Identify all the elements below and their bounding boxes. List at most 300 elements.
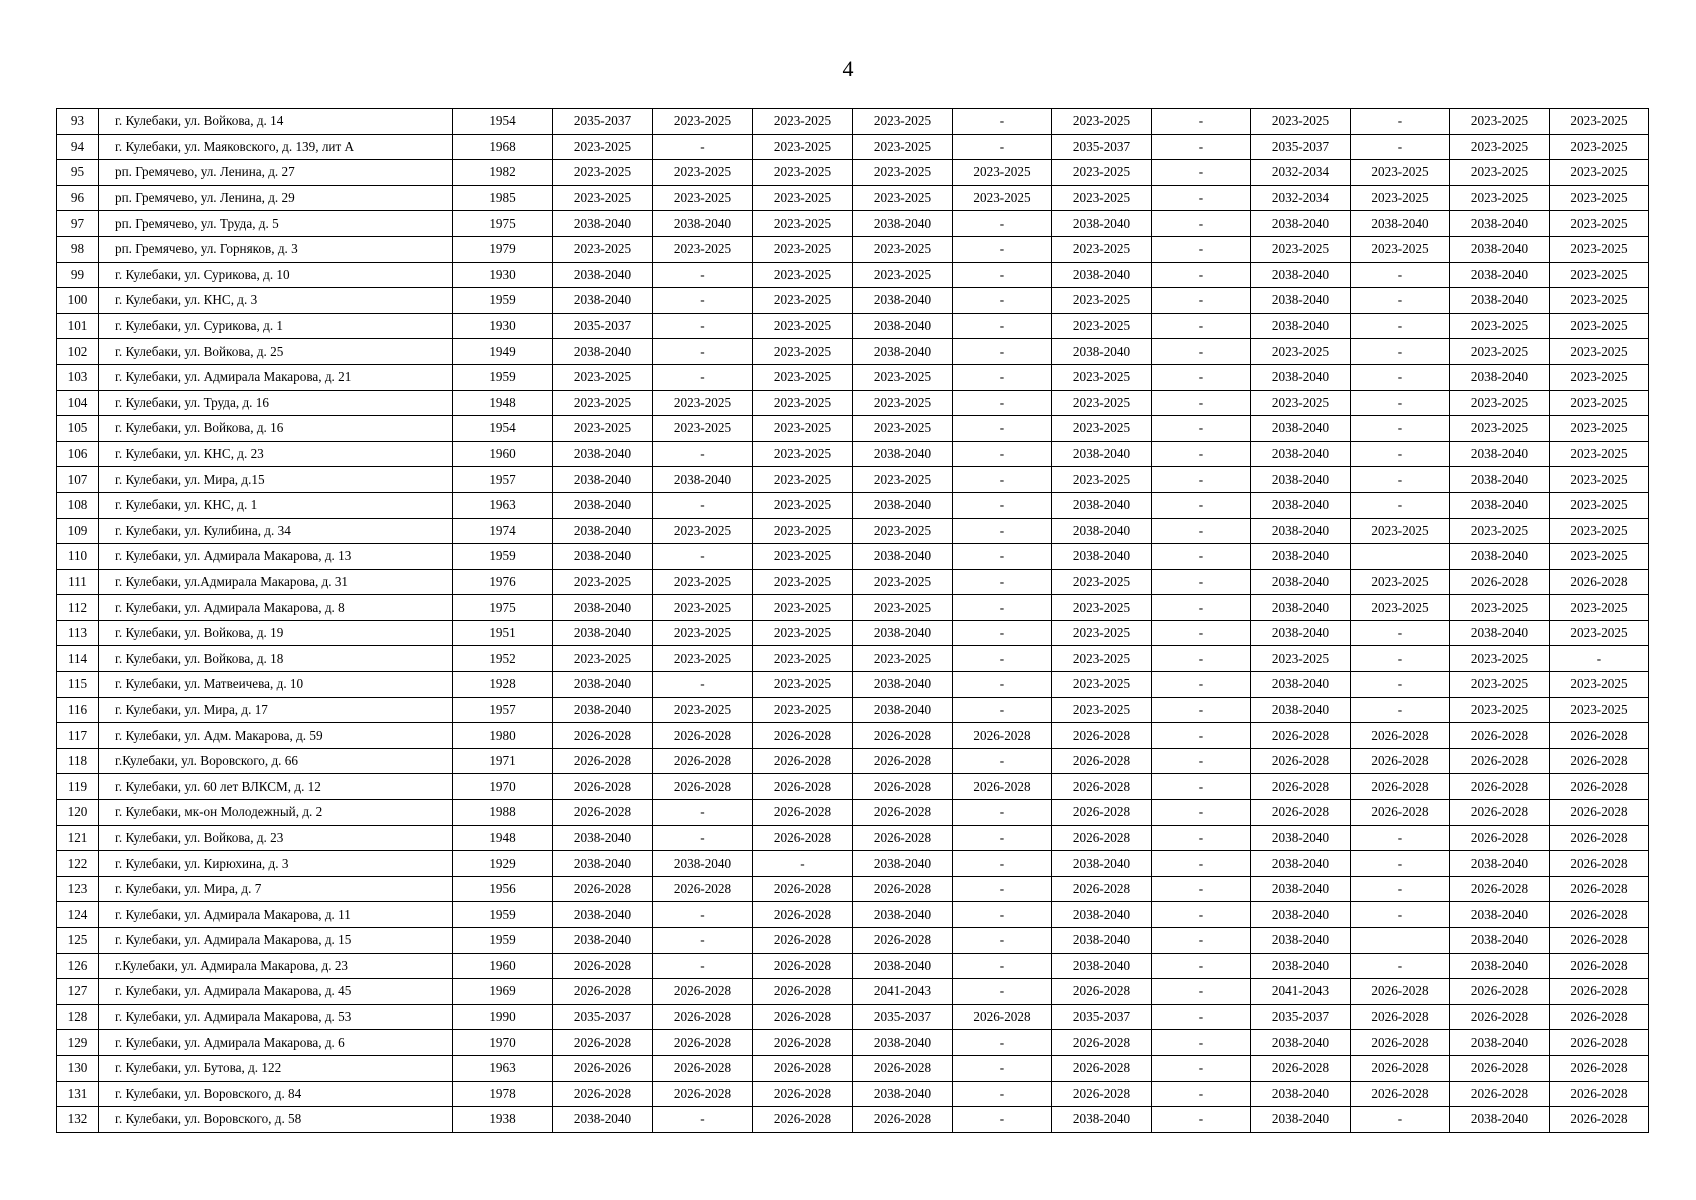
work-period-cell: 2026-2028 — [1450, 1004, 1550, 1030]
work-period-cell: 2023-2025 — [753, 313, 853, 339]
work-period-cell: - — [1351, 672, 1450, 698]
work-period-cell: 2026-2028 — [1052, 748, 1152, 774]
work-period-cell: - — [953, 1030, 1052, 1056]
work-period-cell: 2038-2040 — [853, 313, 953, 339]
work-period-cell: 2023-2025 — [753, 288, 853, 314]
work-period-cell: 2023-2025 — [1550, 313, 1649, 339]
work-period-cell: - — [653, 313, 753, 339]
work-period-cell: 2023-2025 — [953, 160, 1052, 186]
work-period-cell: 2023-2025 — [653, 185, 753, 211]
work-period-cell: - — [1152, 646, 1251, 672]
row-number-cell: 107 — [57, 467, 99, 493]
year-built-cell: 1974 — [453, 518, 553, 544]
work-period-cell: 2023-2025 — [1550, 518, 1649, 544]
table-row — [57, 697, 1649, 723]
table-row — [57, 518, 1649, 544]
work-period-cell: - — [1152, 390, 1251, 416]
work-period-cell: 2026-2028 — [653, 1030, 753, 1056]
work-period-cell: 2038-2040 — [1251, 825, 1351, 851]
work-period-cell: 2038-2040 — [1251, 569, 1351, 595]
work-period-cell: 2023-2025 — [1550, 288, 1649, 314]
year-built-cell: 1978 — [453, 1081, 553, 1107]
work-period-cell: 2026-2028 — [1351, 1004, 1450, 1030]
table-row — [57, 1107, 1649, 1133]
work-period-cell: - — [953, 441, 1052, 467]
work-period-cell: 2026-2028 — [1052, 774, 1152, 800]
work-period-cell: - — [953, 646, 1052, 672]
address-cell: рп. Гремячево, ул. Труда, д. 5 — [99, 211, 453, 237]
work-period-cell: - — [1152, 876, 1251, 902]
work-period-cell: - — [953, 288, 1052, 314]
work-period-cell: - — [653, 441, 753, 467]
table-row — [57, 1055, 1649, 1081]
work-period-cell: 2026-2028 — [1550, 774, 1649, 800]
work-period-cell: 2023-2025 — [953, 185, 1052, 211]
work-period-cell: 2026-2028 — [953, 723, 1052, 749]
work-period-cell: 2023-2025 — [1550, 134, 1649, 160]
work-period-cell: 2023-2025 — [553, 236, 653, 262]
work-period-cell: 2023-2025 — [753, 339, 853, 365]
work-period-cell: 2023-2025 — [553, 416, 653, 442]
row-number-cell: 108 — [57, 492, 99, 518]
work-period-cell: 2038-2040 — [1251, 928, 1351, 954]
work-period-cell: 2023-2025 — [853, 160, 953, 186]
year-built-cell: 1956 — [453, 876, 553, 902]
table-row — [57, 928, 1649, 954]
row-number-cell: 109 — [57, 518, 99, 544]
work-period-cell: 2038-2040 — [1450, 211, 1550, 237]
work-period-cell: 2023-2025 — [653, 109, 753, 135]
work-period-cell: 2038-2040 — [853, 697, 953, 723]
work-period-cell: 2038-2040 — [1450, 620, 1550, 646]
work-period-cell: 2026-2028 — [853, 723, 953, 749]
work-period-cell: 2023-2025 — [1351, 160, 1450, 186]
work-period-cell: - — [1152, 1055, 1251, 1081]
work-period-cell: 2023-2025 — [1052, 697, 1152, 723]
year-built-cell: 1982 — [453, 160, 553, 186]
work-period-cell: 2026-2028 — [653, 748, 753, 774]
table-body — [57, 109, 1649, 1133]
work-period-cell: 2038-2040 — [1450, 953, 1550, 979]
work-period-cell: - — [1351, 262, 1450, 288]
work-period-cell: 2035-2037 — [553, 109, 653, 135]
work-period-cell: 2023-2025 — [1251, 646, 1351, 672]
row-number-cell: 98 — [57, 236, 99, 262]
work-period-cell: - — [953, 876, 1052, 902]
work-period-cell: - — [1351, 825, 1450, 851]
row-number-cell: 119 — [57, 774, 99, 800]
work-period-cell: 2026-2028 — [1550, 876, 1649, 902]
year-built-cell: 1928 — [453, 672, 553, 698]
work-period-cell: 2026-2028 — [1550, 1081, 1649, 1107]
address-cell: г. Кулебаки, ул. Мира, д. 7 — [99, 876, 453, 902]
work-period-cell: 2038-2040 — [1251, 595, 1351, 621]
work-period-cell: - — [1152, 518, 1251, 544]
work-period-cell: 2041-2043 — [1251, 979, 1351, 1005]
row-number-cell: 101 — [57, 313, 99, 339]
work-period-cell: 2023-2025 — [1550, 160, 1649, 186]
work-period-cell: - — [953, 902, 1052, 928]
work-period-cell: - — [1351, 339, 1450, 365]
work-period-cell: 2026-2028 — [1550, 1107, 1649, 1133]
work-period-cell: 2023-2025 — [553, 390, 653, 416]
work-period-cell: 2038-2040 — [553, 492, 653, 518]
year-built-cell: 1957 — [453, 467, 553, 493]
year-built-cell: 1959 — [453, 544, 553, 570]
work-period-cell: 2026-2028 — [853, 1055, 953, 1081]
table-row — [57, 800, 1649, 826]
row-number-cell: 110 — [57, 544, 99, 570]
work-period-cell: 2026-2028 — [1052, 1030, 1152, 1056]
work-period-cell: - — [953, 544, 1052, 570]
work-period-cell: 2038-2040 — [1052, 211, 1152, 237]
row-number-cell: 124 — [57, 902, 99, 928]
work-period-cell: 2026-2028 — [1052, 825, 1152, 851]
work-period-cell: 2023-2025 — [1550, 211, 1649, 237]
address-cell: г. Кулебаки, ул. Кулибина, д. 34 — [99, 518, 453, 544]
work-period-cell: - — [953, 339, 1052, 365]
year-built-cell: 1954 — [453, 416, 553, 442]
work-period-cell: 2023-2025 — [1052, 288, 1152, 314]
work-period-cell: 2038-2040 — [853, 953, 953, 979]
work-period-cell: - — [953, 672, 1052, 698]
work-period-cell: - — [653, 800, 753, 826]
work-period-cell: - — [1152, 825, 1251, 851]
work-period-cell: 2026-2028 — [1550, 928, 1649, 954]
row-number-cell: 111 — [57, 569, 99, 595]
work-period-cell: 2035-2037 — [553, 1004, 653, 1030]
work-period-cell: 2023-2025 — [853, 646, 953, 672]
work-period-cell: 2038-2040 — [553, 211, 653, 237]
work-period-cell: 2023-2025 — [1550, 492, 1649, 518]
row-number-cell: 117 — [57, 723, 99, 749]
table-row — [57, 825, 1649, 851]
work-period-cell: 2026-2028 — [1450, 800, 1550, 826]
work-period-cell: 2035-2037 — [1052, 1004, 1152, 1030]
row-number-cell: 121 — [57, 825, 99, 851]
table-row — [57, 748, 1649, 774]
work-period-cell: 2023-2025 — [1550, 672, 1649, 698]
table-row — [57, 620, 1649, 646]
work-period-cell: 2038-2040 — [653, 851, 753, 877]
table-row — [57, 134, 1649, 160]
work-period-cell: - — [953, 697, 1052, 723]
work-period-cell: 2023-2025 — [553, 569, 653, 595]
work-period-cell: - — [653, 1107, 753, 1133]
work-period-cell: 2026-2028 — [953, 774, 1052, 800]
work-period-cell: 2023-2025 — [1052, 236, 1152, 262]
work-period-cell: 2026-2028 — [1251, 800, 1351, 826]
table-row — [57, 339, 1649, 365]
table-row — [57, 109, 1649, 135]
work-period-cell: - — [953, 109, 1052, 135]
address-cell: г. Кулебаки, ул. Адмирала Макарова, д. 13 — [99, 544, 453, 570]
work-period-cell: 2023-2025 — [1052, 569, 1152, 595]
work-period-cell: 2038-2040 — [853, 1030, 953, 1056]
work-period-cell: 2026-2028 — [653, 723, 753, 749]
work-period-cell: 2026-2028 — [1450, 723, 1550, 749]
work-period-cell: - — [1152, 953, 1251, 979]
year-built-cell: 1930 — [453, 262, 553, 288]
work-period-cell: 2023-2025 — [1052, 109, 1152, 135]
work-period-cell: 2038-2040 — [1251, 1030, 1351, 1056]
work-period-cell: 2026-2028 — [853, 774, 953, 800]
work-period-cell: - — [1152, 160, 1251, 186]
work-period-cell: - — [953, 595, 1052, 621]
work-period-cell: 2023-2025 — [1052, 672, 1152, 698]
row-number-cell: 128 — [57, 1004, 99, 1030]
work-period-cell: 2023-2025 — [1450, 134, 1550, 160]
work-period-cell: 2038-2040 — [553, 441, 653, 467]
work-period-cell: 2026-2028 — [753, 1055, 853, 1081]
work-period-cell: 2038-2040 — [1052, 902, 1152, 928]
work-period-cell: - — [1550, 646, 1649, 672]
work-period-cell: - — [1152, 1081, 1251, 1107]
work-period-cell: - — [653, 134, 753, 160]
work-period-cell: 2026-2028 — [1351, 1030, 1450, 1056]
work-period-cell: 2038-2040 — [1450, 544, 1550, 570]
work-period-cell: 2038-2040 — [1251, 672, 1351, 698]
work-period-cell: 2026-2028 — [553, 774, 653, 800]
work-period-cell: 2035-2037 — [853, 1004, 953, 1030]
table-row — [57, 492, 1649, 518]
work-period-cell: 2023-2025 — [1450, 416, 1550, 442]
year-built-cell: 1949 — [453, 339, 553, 365]
work-period-cell: 2038-2040 — [1450, 441, 1550, 467]
work-period-cell: - — [1152, 134, 1251, 160]
work-period-cell: 2038-2040 — [553, 595, 653, 621]
work-period-cell: 2038-2040 — [853, 492, 953, 518]
work-period-cell: - — [1152, 236, 1251, 262]
table-row — [57, 774, 1649, 800]
work-period-cell: 2032-2034 — [1251, 160, 1351, 186]
work-period-cell: 2023-2025 — [753, 697, 853, 723]
work-period-cell: 2023-2025 — [1450, 646, 1550, 672]
table-row — [57, 288, 1649, 314]
row-number-cell: 104 — [57, 390, 99, 416]
row-number-cell: 120 — [57, 800, 99, 826]
table-row — [57, 160, 1649, 186]
work-period-cell: 2035-2037 — [1052, 134, 1152, 160]
work-period-cell: 2023-2025 — [753, 646, 853, 672]
row-number-cell: 100 — [57, 288, 99, 314]
table-row — [57, 211, 1649, 237]
work-period-cell: 2038-2040 — [1450, 364, 1550, 390]
work-period-cell: 2026-2028 — [653, 774, 753, 800]
work-period-cell: 2038-2040 — [1052, 492, 1152, 518]
work-period-cell: - — [953, 1107, 1052, 1133]
work-period-cell: - — [953, 134, 1052, 160]
work-period-cell: - — [953, 390, 1052, 416]
work-period-cell: 2038-2040 — [1052, 441, 1152, 467]
row-number-cell: 105 — [57, 416, 99, 442]
year-built-cell: 1976 — [453, 569, 553, 595]
work-period-cell: 2023-2025 — [553, 364, 653, 390]
work-period-cell: 2038-2040 — [853, 211, 953, 237]
work-period-cell: 2023-2025 — [1450, 697, 1550, 723]
row-number-cell: 129 — [57, 1030, 99, 1056]
work-period-cell: 2038-2040 — [1450, 262, 1550, 288]
work-period-cell: 2023-2025 — [1251, 390, 1351, 416]
work-period-cell: 2038-2040 — [1251, 1081, 1351, 1107]
work-period-cell: - — [1152, 672, 1251, 698]
address-cell: г. Кулебаки, ул. Войкова, д. 25 — [99, 339, 453, 365]
work-period-cell: 2023-2025 — [553, 185, 653, 211]
work-period-cell: 2026-2028 — [1450, 569, 1550, 595]
year-built-cell: 1979 — [453, 236, 553, 262]
work-period-cell: 2026-2028 — [1450, 876, 1550, 902]
address-cell: г. Кулебаки, ул. Войкова, д. 14 — [99, 109, 453, 135]
work-period-cell: 2023-2025 — [1550, 185, 1649, 211]
year-built-cell: 1929 — [453, 851, 553, 877]
work-period-cell: 2023-2025 — [853, 109, 953, 135]
work-period-cell: 2023-2025 — [653, 569, 753, 595]
row-number-cell: 94 — [57, 134, 99, 160]
work-period-cell: 2026-2028 — [853, 800, 953, 826]
work-period-cell: 2026-2028 — [553, 800, 653, 826]
table-row — [57, 672, 1649, 698]
year-built-cell: 1975 — [453, 211, 553, 237]
work-period-cell: 2038-2040 — [553, 672, 653, 698]
year-built-cell: 1969 — [453, 979, 553, 1005]
work-period-cell: 2038-2040 — [1450, 288, 1550, 314]
work-period-cell: 2038-2040 — [853, 339, 953, 365]
work-period-cell: 2026-2028 — [653, 1081, 753, 1107]
row-number-cell: 130 — [57, 1055, 99, 1081]
work-period-cell: - — [1152, 902, 1251, 928]
work-period-cell: - — [1351, 390, 1450, 416]
row-number-cell: 97 — [57, 211, 99, 237]
address-cell: г. Кулебаки, ул. Войкова, д. 16 — [99, 416, 453, 442]
work-period-cell: - — [1152, 288, 1251, 314]
table-row — [57, 723, 1649, 749]
work-period-cell: - — [953, 620, 1052, 646]
address-cell: г. Кулебаки, ул. Войкова, д. 18 — [99, 646, 453, 672]
work-period-cell: 2038-2040 — [1450, 1107, 1550, 1133]
work-period-cell: 2026-2028 — [1251, 723, 1351, 749]
work-period-cell: 2026-2028 — [1550, 800, 1649, 826]
work-period-cell: 2038-2040 — [1251, 441, 1351, 467]
work-period-cell: 2038-2040 — [1052, 928, 1152, 954]
work-period-cell: - — [1351, 364, 1450, 390]
work-period-cell: - — [953, 262, 1052, 288]
work-period-cell: 2026-2028 — [1052, 723, 1152, 749]
work-period-cell: 2038-2040 — [1251, 518, 1351, 544]
address-cell: г. Кулебаки, ул. Кирюхина, д. 3 — [99, 851, 453, 877]
table-row — [57, 876, 1649, 902]
work-period-cell: - — [653, 288, 753, 314]
work-period-cell: - — [953, 211, 1052, 237]
work-period-cell: 2023-2025 — [1450, 518, 1550, 544]
work-period-cell: 2026-2028 — [753, 774, 853, 800]
address-cell: рп. Гремячево, ул. Ленина, д. 29 — [99, 185, 453, 211]
address-cell: г. Кулебаки, ул. Адм. Макарова, д. 59 — [99, 723, 453, 749]
year-built-cell: 1980 — [453, 723, 553, 749]
row-number-cell: 131 — [57, 1081, 99, 1107]
work-period-cell: 2023-2025 — [853, 364, 953, 390]
work-period-cell: 2026-2028 — [753, 723, 853, 749]
work-period-cell: - — [653, 953, 753, 979]
work-period-cell: 2038-2040 — [553, 902, 653, 928]
address-cell: г. Кулебаки, ул. Труда, д. 16 — [99, 390, 453, 416]
address-cell: г. Кулебаки, ул. Адмирала Макарова, д. 21 — [99, 364, 453, 390]
work-period-cell: 2023-2025 — [1450, 109, 1550, 135]
work-period-cell: 2026-2028 — [753, 928, 853, 954]
work-period-cell: 2023-2025 — [1052, 313, 1152, 339]
work-period-cell: 2026-2028 — [653, 1004, 753, 1030]
work-period-cell: 2023-2025 — [753, 467, 853, 493]
year-built-cell: 1954 — [453, 109, 553, 135]
year-built-cell: 1970 — [453, 1030, 553, 1056]
work-period-cell: 2023-2025 — [1450, 339, 1550, 365]
row-number-cell: 114 — [57, 646, 99, 672]
work-period-cell: 2026-2028 — [753, 1081, 853, 1107]
work-period-cell: 2038-2040 — [1251, 902, 1351, 928]
row-number-cell: 123 — [57, 876, 99, 902]
work-period-cell: 2023-2025 — [1251, 339, 1351, 365]
work-period-cell: - — [1152, 595, 1251, 621]
work-period-cell: 2038-2040 — [553, 339, 653, 365]
work-period-cell: 2023-2025 — [1550, 416, 1649, 442]
row-number-cell: 96 — [57, 185, 99, 211]
work-period-cell: - — [653, 902, 753, 928]
work-period-cell: 2038-2040 — [1450, 492, 1550, 518]
work-period-cell: 2023-2025 — [1550, 441, 1649, 467]
work-period-cell: 2023-2025 — [753, 441, 853, 467]
year-built-cell: 1952 — [453, 646, 553, 672]
address-cell: рп. Гремячево, ул. Горняков, д. 3 — [99, 236, 453, 262]
work-period-cell: - — [953, 1081, 1052, 1107]
row-number-cell: 102 — [57, 339, 99, 365]
year-built-cell: 1951 — [453, 620, 553, 646]
row-number-cell: 126 — [57, 953, 99, 979]
address-cell: г. Кулебаки, ул. КНС, д. 23 — [99, 441, 453, 467]
work-period-cell: - — [1152, 697, 1251, 723]
work-period-cell: 2023-2025 — [653, 160, 753, 186]
year-built-cell: 1959 — [453, 288, 553, 314]
work-period-cell: - — [653, 339, 753, 365]
work-period-cell: - — [1152, 851, 1251, 877]
work-period-cell: 2038-2040 — [853, 902, 953, 928]
work-period-cell: 2038-2040 — [1450, 902, 1550, 928]
work-period-cell: 2038-2040 — [1052, 339, 1152, 365]
work-period-cell: - — [1351, 313, 1450, 339]
work-period-cell: 2026-2026 — [553, 1055, 653, 1081]
work-period-cell: 2023-2025 — [1251, 236, 1351, 262]
work-period-cell: - — [1152, 109, 1251, 135]
work-period-cell: 2023-2025 — [853, 518, 953, 544]
work-period-cell: 2038-2040 — [1052, 953, 1152, 979]
work-period-cell: 2026-2028 — [1351, 723, 1450, 749]
work-period-cell: 2023-2025 — [1052, 646, 1152, 672]
work-period-cell: 2026-2028 — [1450, 979, 1550, 1005]
work-period-cell: - — [1152, 569, 1251, 595]
work-period-cell: 2023-2025 — [753, 185, 853, 211]
work-period-cell: 2026-2028 — [553, 1081, 653, 1107]
work-period-cell: 2026-2028 — [753, 1030, 853, 1056]
work-period-cell: 2023-2025 — [1052, 620, 1152, 646]
work-period-cell: 2023-2025 — [1550, 390, 1649, 416]
table-row — [57, 364, 1649, 390]
work-period-cell: 2023-2025 — [1351, 236, 1450, 262]
address-cell: г.Кулебаки, ул. Адмирала Макарова, д. 23 — [99, 953, 453, 979]
work-period-cell: 2023-2025 — [1351, 595, 1450, 621]
work-period-cell: 2023-2025 — [1450, 672, 1550, 698]
table-row — [57, 313, 1649, 339]
work-period-cell: 2023-2025 — [753, 492, 853, 518]
year-built-cell: 1948 — [453, 825, 553, 851]
address-cell: г. Кулебаки, ул. Войкова, д. 23 — [99, 825, 453, 851]
